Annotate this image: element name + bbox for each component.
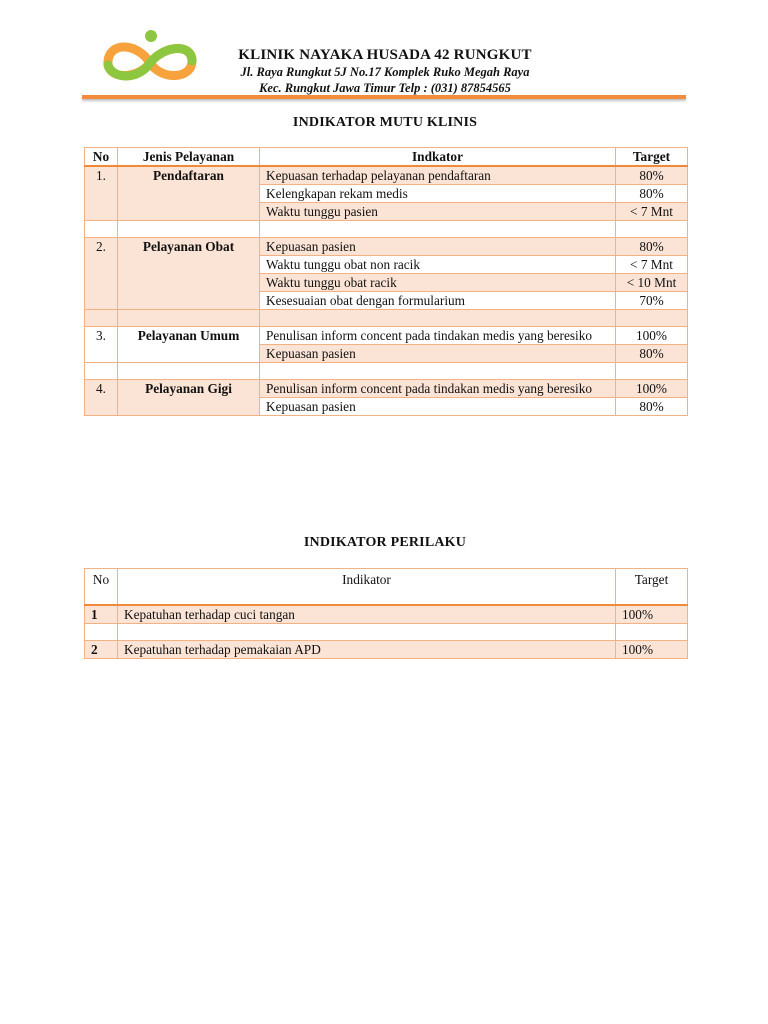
group-service: Pelayanan Umum bbox=[118, 327, 260, 363]
table-row bbox=[85, 327, 688, 345]
group-service: Pelayanan Gigi bbox=[118, 380, 260, 416]
spacer-row bbox=[85, 221, 688, 238]
target-cell: 70% bbox=[616, 292, 688, 310]
target-cell: 80% bbox=[616, 238, 688, 256]
target-cell: 80% bbox=[616, 185, 688, 203]
target-cell: 100% bbox=[616, 641, 688, 659]
header-service: Jenis Pelayanan bbox=[118, 148, 260, 167]
target-cell: 100% bbox=[616, 380, 688, 398]
indikator-cell: Kepatuhan terhadap pemakaian APD bbox=[118, 641, 616, 659]
table-row bbox=[85, 166, 688, 185]
table-row bbox=[85, 605, 688, 624]
indikator-cell: Penulisan inform concent pada tindakan medis yang beresiko bbox=[260, 380, 616, 398]
table-row bbox=[85, 641, 688, 659]
table-row bbox=[85, 238, 688, 256]
clinic-name: KLINIK NAYAKA HUSADA 42 RUNGKUT bbox=[238, 47, 532, 63]
indikator-cell: Waktu tunggu obat non racik bbox=[260, 256, 616, 274]
target-cell: 100% bbox=[616, 605, 688, 624]
target-cell: < 10 Mnt bbox=[616, 274, 688, 292]
group-service: Pelayanan Obat bbox=[118, 238, 260, 310]
indikator-cell: Kepuasan pasien bbox=[260, 238, 616, 256]
indikator-cell: Kepuasan terhadap pelayanan pendaftaran bbox=[260, 166, 616, 185]
indikator-cell: Kesesuaian obat dengan formularium bbox=[260, 292, 616, 310]
indikator-cell: Kepuasan pasien bbox=[260, 398, 616, 416]
spacer-row bbox=[85, 310, 688, 327]
target-cell: 80% bbox=[616, 166, 688, 185]
target-cell: 80% bbox=[616, 398, 688, 416]
header-no: No bbox=[85, 569, 118, 606]
header-divider bbox=[82, 95, 686, 99]
target-cell: 80% bbox=[616, 345, 688, 363]
group-service: Pendaftaran bbox=[118, 166, 260, 221]
clinic-address-line1: Jl. Raya Rungkut 5J No.17 Komplek Ruko Megah Raya bbox=[240, 65, 530, 79]
spacer-row bbox=[85, 624, 688, 641]
header-indikator: Indkator bbox=[260, 148, 616, 167]
header-target: Target bbox=[616, 148, 688, 167]
header-indikator: Indikator bbox=[118, 569, 616, 606]
indikator-cell: Waktu tunggu obat racik bbox=[260, 274, 616, 292]
indikator-cell: Waktu tunggu pasien bbox=[260, 203, 616, 221]
indikator-cell: Kepatuhan terhadap cuci tangan bbox=[118, 605, 616, 624]
group-no: 3. bbox=[85, 327, 118, 363]
table-row bbox=[85, 380, 688, 398]
spacer-row bbox=[85, 363, 688, 380]
clinic-header bbox=[200, 46, 570, 96]
target-cell: 100% bbox=[616, 327, 688, 345]
header-no: No bbox=[85, 148, 118, 167]
perilaku-title: INDIKATOR PERILAKU bbox=[303, 535, 467, 550]
mutu-title: INDIKATOR MUTU KLINIS bbox=[292, 115, 478, 130]
header-target: Target bbox=[616, 569, 688, 606]
group-no: 1. bbox=[85, 166, 118, 221]
indikator-cell: Kelengkapan rekam medis bbox=[260, 185, 616, 203]
group-no: 4. bbox=[85, 380, 118, 416]
row-no: 1 bbox=[85, 605, 118, 624]
clinic-address-line2: Kec. Rungkut Jawa Timur Telp : (031) 87854565 bbox=[259, 81, 511, 95]
clinic-logo bbox=[98, 27, 202, 91]
target-cell: < 7 Mnt bbox=[616, 203, 688, 221]
group-no: 2. bbox=[85, 238, 118, 310]
row-no: 2 bbox=[85, 641, 118, 659]
indikator-cell: Kepuasan pasien bbox=[260, 345, 616, 363]
indikator-cell: Penulisan inform concent pada tindakan medis yang beresiko bbox=[260, 327, 616, 345]
mutu-header-row bbox=[85, 148, 688, 167]
perilaku-header-row bbox=[85, 569, 688, 606]
perilaku-table bbox=[84, 568, 688, 659]
mutu-table bbox=[84, 147, 688, 416]
target-cell: < 7 Mnt bbox=[616, 256, 688, 274]
